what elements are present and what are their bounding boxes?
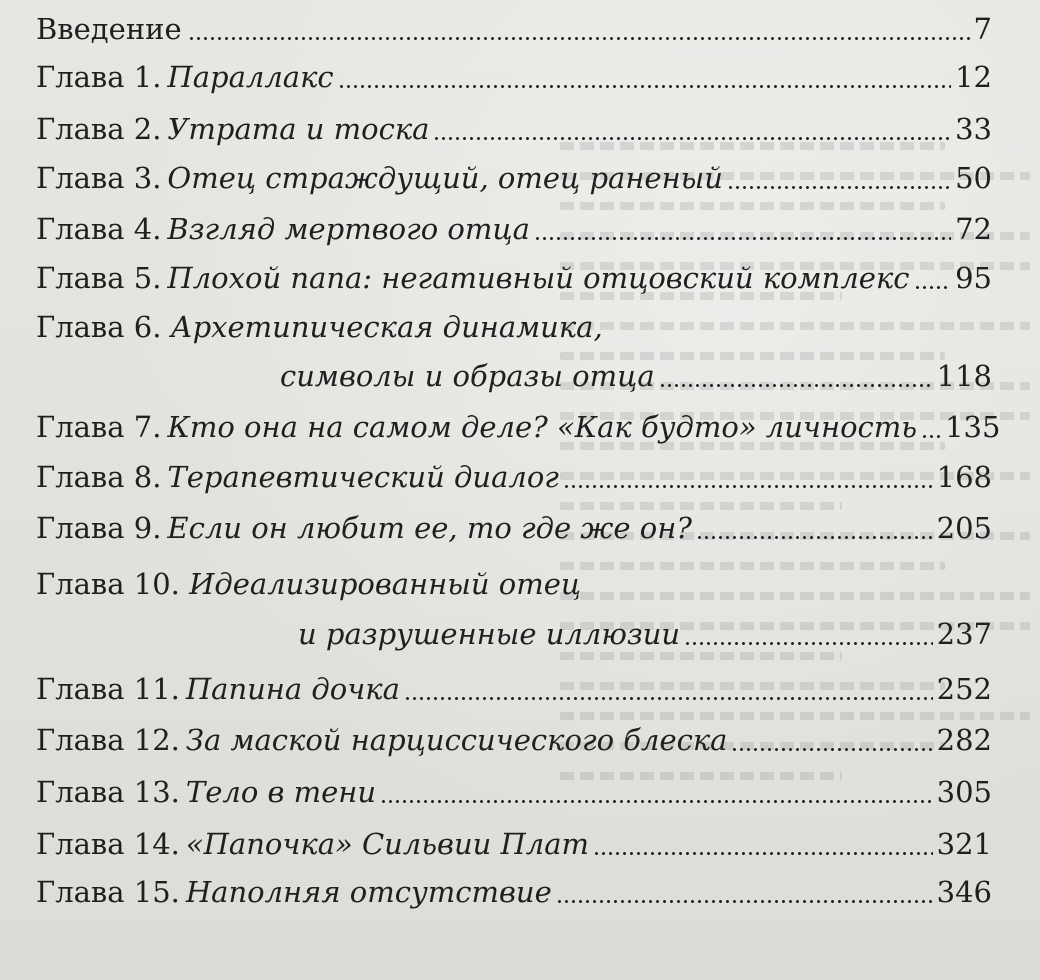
toc-chapter-title: Если он любит ее, то где же он? (167, 511, 692, 545)
dot-leader (563, 485, 933, 488)
toc-chapter-label: Введение (36, 12, 182, 46)
toc-chapter-label: Глава 14. (36, 827, 180, 861)
toc-chapter-title: За маской нарциссического блеска (185, 723, 728, 757)
dot-leader (433, 137, 951, 140)
toc-entry-chapter-3 (36, 156, 992, 200)
toc-page-number: 346 (936, 875, 992, 909)
toc-page-number: 118 (936, 359, 992, 393)
toc-page-number: 205 (936, 511, 992, 545)
toc-chapter-label: Глава 13. (36, 775, 180, 809)
dot-leader (696, 536, 933, 539)
toc-page-number: 282 (936, 723, 992, 757)
toc-chapter-title-continuation: символы и образы отца (280, 359, 655, 393)
dot-leader (380, 800, 933, 803)
toc-chapter-label: Глава 4. (36, 212, 162, 246)
toc-chapter-title: Плохой папа: негативный отцовский комплекс (167, 261, 910, 295)
dot-leader (338, 85, 951, 88)
toc-page-number: 7 (973, 12, 992, 46)
toc-chapter-label: Глава 12. (36, 723, 180, 757)
toc-chapter-label: Глава 11. (36, 672, 180, 706)
dot-leader (727, 186, 951, 189)
toc-entry-chapter-4 (36, 207, 992, 251)
toc-entry-chapter-7 (36, 405, 1001, 449)
toc-page-number: 50 (955, 161, 992, 195)
toc-chapter-title: Идеализированный отец (189, 567, 582, 601)
toc-chapter-title: Взгляд мертвого отца (167, 212, 530, 246)
toc-chapter-label: Глава 15. (36, 875, 180, 909)
toc-chapter-title: Кто она на самом деле? «Как будто» личность (167, 410, 918, 444)
dot-leader (659, 384, 933, 387)
toc-page-number: 321 (936, 827, 992, 861)
toc-entry-chapter-10-line-1 (36, 562, 581, 606)
toc-chapter-label: Глава 2. (36, 112, 162, 146)
dot-leader (921, 435, 941, 438)
toc-entry-chapter-15 (36, 870, 992, 914)
toc-chapter-title: Папина дочка (185, 672, 400, 706)
toc-chapter-label: Глава 8. (36, 460, 162, 494)
toc-chapter-label: Глава 1. (36, 60, 162, 94)
toc-entry-chapter-6-line-1 (36, 305, 603, 349)
toc-page-number: 305 (936, 775, 992, 809)
toc-entry-chapter-1 (36, 55, 992, 99)
toc-chapter-label: Глава 6. (36, 310, 162, 344)
toc-entry-chapter-10 (36, 612, 992, 656)
toc-entry-chapter-9 (36, 506, 992, 550)
toc-entry-chapter-8 (36, 455, 992, 499)
toc-page-number: 252 (936, 672, 992, 706)
toc-chapter-title: Тело в тени (185, 775, 377, 809)
dot-leader (684, 642, 933, 645)
toc-chapter-title: Архетипическая динамика, (170, 310, 603, 344)
toc-chapter-title: Параллакс (167, 60, 334, 94)
dot-leader (731, 748, 932, 751)
toc-chapter-title: Терапевтический диалог (167, 460, 559, 494)
dot-leader (593, 852, 933, 855)
toc-entry-introduction (36, 7, 992, 51)
toc-page-number: 168 (936, 460, 992, 494)
toc-entry-chapter-5 (36, 256, 992, 300)
toc-chapter-label: Глава 9. (36, 511, 162, 545)
toc-chapter-title: Отец страждущий, отец раненый (167, 161, 723, 195)
dot-leader (556, 900, 933, 903)
toc-chapter-label: Глава 5. (36, 261, 162, 295)
toc-chapter-title-continuation: и разрушенные иллюзии (298, 617, 681, 651)
toc-chapter-title: «Папочка» Сильвии Плат (185, 827, 590, 861)
toc-chapter-label: Глава 10. (36, 567, 180, 601)
toc-entry-chapter-2 (36, 107, 992, 151)
toc-entry-chapter-12 (36, 718, 992, 762)
toc-entry-chapter-11 (36, 667, 992, 711)
dot-leader (534, 237, 951, 240)
toc-page-number: 72 (955, 212, 992, 246)
toc-page-number: 135 (945, 410, 1001, 444)
toc-chapter-title: Утрата и тоска (167, 112, 430, 146)
toc-chapter-label: Глава 3. (36, 161, 162, 195)
toc-page-number: 95 (955, 261, 992, 295)
toc-chapter-label: Глава 7. (36, 410, 162, 444)
toc-entry-chapter-13 (36, 770, 992, 814)
toc-chapter-title: Наполняя отсутствие (185, 875, 552, 909)
dot-leader (404, 697, 933, 700)
toc-entry-chapter-6 (36, 354, 992, 398)
toc-page-number: 33 (955, 112, 992, 146)
toc-page-number: 237 (936, 617, 992, 651)
toc-page-number: 12 (955, 60, 992, 94)
dot-leader (188, 37, 970, 40)
toc-entry-chapter-14 (36, 822, 992, 866)
dot-leader (914, 286, 952, 289)
